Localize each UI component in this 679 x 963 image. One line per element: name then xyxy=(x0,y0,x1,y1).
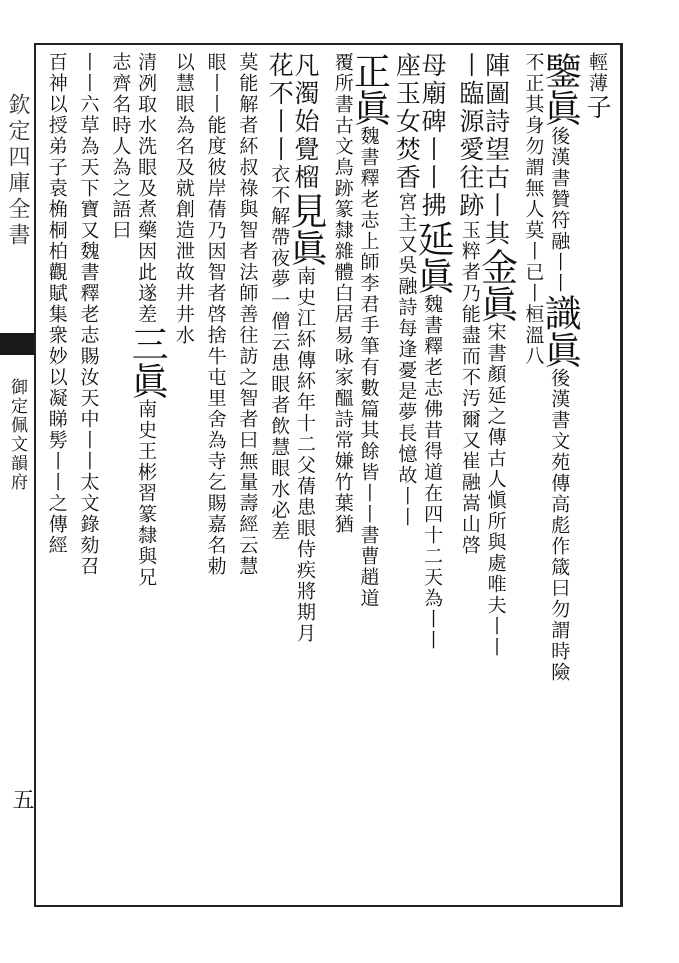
frame-left-border xyxy=(34,43,36,907)
text-column xyxy=(474,52,518,658)
entry-text: 莫能解者紑叔祿與智者法師善往訪之智者曰無量壽經云慧 xyxy=(236,52,259,577)
frame-right-border xyxy=(620,43,623,907)
entry-text: 後漢書文苑傳高彪作箴曰勿謂時險 xyxy=(548,368,571,683)
entry-text: 南史江紑傳紑年十二父蒨患眼侍疾將期月 xyxy=(293,266,316,644)
entry-text: 南史王彬習篆隸與兄 xyxy=(135,399,158,588)
entry-text: 宋書顏延之傳古人愼所與處唯夫丨丨 xyxy=(484,322,507,658)
entry-heading: 識眞 xyxy=(538,294,582,368)
frame-top-border xyxy=(34,43,622,45)
entry-text: 清冽取水洗眼及煮藥因此遂差 xyxy=(135,52,158,325)
entry-heading: 正眞 xyxy=(347,52,391,126)
entry-text: 衣不解帶夜夢一僧云患眼者飲慧眼水必差 xyxy=(268,164,291,542)
text-column xyxy=(233,52,261,577)
text-column xyxy=(392,52,420,528)
text-column xyxy=(582,52,610,122)
entry-text: 百神以授弟子袁桷桐柏觀賦集衆妙以凝睇髣丨丨之傳經 xyxy=(45,52,68,556)
entry-text: 以慧眼為名及就創造泄故井井水 xyxy=(172,52,195,346)
entry-text: 玉粹者乃能盡而不汚爾又崔融嵩山啓 xyxy=(458,220,481,556)
text-column xyxy=(411,52,455,651)
entry-text: 覆所書古文鳥跡篆隸雜體白居易咏家醞詩常嫌竹葉猶 xyxy=(331,52,354,535)
entry-text: 丨丨六草為天下寶又魏書釋老志賜汝天中丨丨太文錄劾召 xyxy=(77,52,100,577)
book-title: 欽定四庫全書 xyxy=(5,93,30,249)
gutter-black-band xyxy=(0,333,34,355)
entry-text: 宮主又吳融詩每逢憂是夢長憶故丨丨 xyxy=(395,192,418,528)
entry-text: 母廟碑丨丨拂 xyxy=(418,52,448,220)
text-column xyxy=(42,52,70,556)
entry-text: 子 xyxy=(582,94,612,122)
entry-text: 不正其身勿謂無人莫丨已丨桓溫八 xyxy=(522,52,545,367)
entry-text: 魏書釋老志佛昔得道在四十二天為丨丨 xyxy=(421,294,444,651)
entry-text: 陣圖詩望古丨其 xyxy=(481,52,511,248)
text-column xyxy=(519,52,547,367)
text-column xyxy=(74,52,102,577)
text-column xyxy=(347,52,391,609)
entry-text: 輕薄 xyxy=(585,52,608,94)
text-column xyxy=(169,52,197,346)
text-column xyxy=(455,52,483,556)
entry-heading: 三眞 xyxy=(125,325,169,399)
text-column xyxy=(264,52,295,542)
book-imprint: 御定佩文韻府 xyxy=(7,378,27,492)
entry-text: 丨臨源愛往跡 xyxy=(455,52,485,220)
text-column xyxy=(538,52,582,683)
entry-text: 座玉女焚香 xyxy=(392,52,422,192)
frame-bottom-border xyxy=(34,905,622,907)
text-column xyxy=(283,52,327,644)
entry-text: 花不丨丨 xyxy=(265,52,295,164)
page-gutter xyxy=(0,43,34,907)
entry-text: 魏書釋老志上師李君手筆有數篇其餘皆丨丨書曹趙道 xyxy=(357,126,380,609)
text-column xyxy=(201,52,229,577)
entry-text: 志齊名時人為之語曰 xyxy=(109,52,132,241)
entry-heading: 見眞 xyxy=(283,192,327,266)
entry-heading: 延眞 xyxy=(411,220,455,294)
text-column xyxy=(125,52,169,588)
entry-text: 凡濁始覺榴 xyxy=(290,52,320,192)
entry-heading: 金眞 xyxy=(474,248,518,322)
text-column xyxy=(106,52,134,241)
entry-text: 後漢書贊符融丨丨 xyxy=(548,126,571,294)
entry-text: 眼丨丨能度彼岸蒨乃因智者啓捨牛屯里舍為寺乞賜嘉名勅 xyxy=(204,52,227,577)
entry-heading: 鑒眞 xyxy=(538,52,582,126)
page-number: 五 xyxy=(9,788,34,810)
text-column xyxy=(328,52,356,535)
